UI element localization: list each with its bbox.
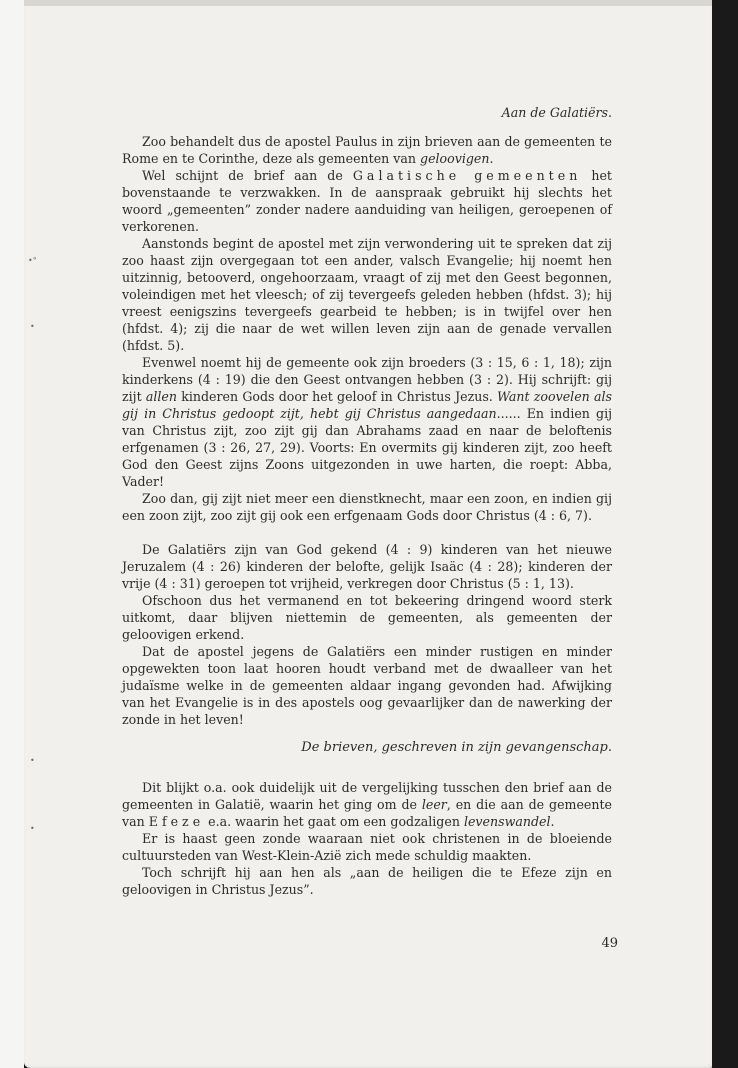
margin-mark: • xyxy=(30,824,35,833)
paragraph: Dit blijkt o.a. ook duidelijk uit de vergelijking tusschen den brief aan de gemeenten in Galatië, waarin het ging om de leer, en die aan de gemeente van Efeze e.a. waarin het gaat om een godzaligen levenswandel. xyxy=(122,780,612,829)
paragraph: Zoo dan, gij zijt niet meer een dienstknecht, maar een zoon, en indien gij een zoon zijt, zoo zijt gij ook een erfgenaam Gods door Christus (4 : 6, 7). xyxy=(122,491,612,523)
margin-mark: • xyxy=(30,322,35,331)
page-top-band xyxy=(24,0,716,6)
spaced-emphasis: Efeze xyxy=(148,814,205,829)
margin-mark: •° xyxy=(28,256,37,265)
paragraph: Wel schijnt de brief aan de Galatische gemeenten het bovenstaande te verzwakken. In de aanspraak gebruikt hij slechts het woord „gemeenten” zonder nadere aanduiding van heiligen, geroepenen of verkorenen. xyxy=(122,168,612,234)
paragraph: Dat de apostel jegens de Galatiërs een minder rustigen en minder opgewekten toon laat hooren houdt verband met de dwaalleer van het judaïsme welke in de gemeenten aldaar ingang gevonden had. Afwijking van het Evangelie is in des apostels oog gevaarlijker dan de nawerking der zonde in het leven! xyxy=(122,644,612,727)
page-number: 49 xyxy=(601,936,618,951)
paragraph: Toch schrijft hij aan hen als „aan de heiligen die te Efeze zijn en geloovigen in Christus Jezus”. xyxy=(122,865,612,897)
right-dark-edge xyxy=(712,0,738,1068)
left-margin-edge xyxy=(0,0,24,1068)
paragraph: Aanstonds begint de apostel met zijn verwondering uit te spreken dat zij zoo haast zijn overgegaan tot een ander, valsch Evangelie; hij noemt hen uitzinnig, betooverd, ongehoorzaam, vraagt of zij met den Geest begonnen, voleindigen met het vleesch; of zij tevergeefs geleden hebben (hfdst. 3); hij vreest eenigszins tevergeefs gearbeid te hebben; is in twijfel over hen (hfdst. 4); zij die naar de wet willen leven zijn aan de genade vervallen (hfdst. 5). xyxy=(122,236,612,353)
paragraph: De Galatiërs zijn van God gekend (4 : 9) kinderen van het nieuwe Jeruzalem (4 : 26) kinderen der belofte, gelijk Isaäc (4 : 28); kinderen der vrije (4 : 31) geroepen tot vrijheid, verkregen door Christus (5 : 1, 13). xyxy=(122,542,612,591)
margin-mark: • xyxy=(30,756,35,765)
running-title: Aan de Galatiërs. xyxy=(501,105,612,120)
section-subheading: De brieven, geschreven in zijn gevangenschap. xyxy=(301,740,612,755)
paragraph: Er is haast geen zonde waaraan niet ook christenen in de bloeiende cultuursteden van West-Klein-Azië zich mede schuldig maakten. xyxy=(122,831,612,863)
spaced-emphasis: Galatische gemeenten xyxy=(352,168,582,183)
paragraph: Evenwel noemt hij de gemeente ook zijn broeders (3 : 15, 6 : 1, 18); zijn kinderkens (4 : 19) die den Geest ontvangen hebben (3 : 2). Hij schrijft: gij zijt allen kinderen Gods door het geloof in Christus Jezus. Want zoovelen als gij in Christus gedoopt zijt, hebt gij Christus aangedaan...... En indien gij van Christus zijt, zoo zijt gij dan Abrahams zaad en naar de beloftenis erfgenamen (3 : 26, 27, 29). Voorts: En overmits gij kinderen zijt, zoo heeft God den Geest zijns Zoons uitgezonden in uwe harten, die roept: Abba, Vader! xyxy=(122,355,612,489)
paragraph: Ofschoon dus het vermanend en tot bekeering dringend woord sterk uitkomt, daar blijven niettemin de gemeenten, als gemeenten der geloovigen erkend. xyxy=(122,593,612,642)
body-text xyxy=(122,104,612,898)
paragraph: Zoo behandelt dus de apostel Paulus in zijn brieven aan de gemeenten te Rome en te Corinthe, deze als gemeenten van geloovigen. xyxy=(122,134,612,166)
